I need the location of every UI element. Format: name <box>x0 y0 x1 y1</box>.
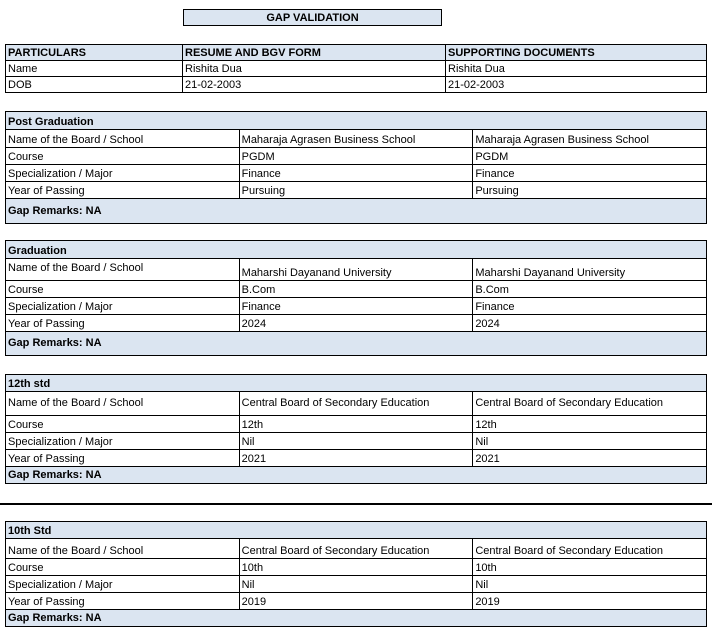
section-title: Graduation <box>6 241 707 259</box>
row-resume-value: 2021 <box>239 450 473 467</box>
table-row <box>6 559 707 576</box>
table-row <box>6 61 707 77</box>
row-label: DOB <box>6 77 183 93</box>
table-row <box>6 77 707 93</box>
row-resume-value: 10th <box>239 559 473 576</box>
row-resume-value: 2019 <box>239 593 473 610</box>
row-docs-value: 2024 <box>473 315 707 332</box>
row-resume-value: Finance <box>239 298 473 315</box>
table-row <box>6 416 707 433</box>
table-row <box>6 298 707 315</box>
row-docs-value: 2019 <box>473 593 707 610</box>
row-docs-value: 21-02-2003 <box>446 77 707 93</box>
row-docs-value: B.Com <box>473 281 707 298</box>
row-docs-value: 2021 <box>473 450 707 467</box>
row-docs-value: Nil <box>473 433 707 450</box>
row-label: Name of the Board / School <box>6 130 240 148</box>
row-label: Specialization / Major <box>6 165 240 182</box>
table-row <box>6 315 707 332</box>
row-label: Year of Passing <box>6 182 240 199</box>
row-resume-value: Nil <box>239 576 473 593</box>
row-label: Name of the Board / School <box>6 259 240 281</box>
table-row <box>6 593 707 610</box>
row-resume-value: Pursuing <box>239 182 473 199</box>
row-resume-value: Maharshi Dayanand University <box>239 259 473 281</box>
row-resume-value: B.Com <box>239 281 473 298</box>
section-title: Post Graduation <box>6 112 707 130</box>
row-docs-value: Pursuing <box>473 182 707 199</box>
gap-remarks: Gap Remarks: NA <box>6 610 707 627</box>
row-resume-value: Central Board of Secondary Education <box>239 392 473 416</box>
row-label: Specialization / Major <box>6 576 240 593</box>
particulars-table <box>5 44 707 93</box>
row-resume-value: 12th <box>239 416 473 433</box>
row-label: Name <box>6 61 183 77</box>
row-docs-value: Finance <box>473 165 707 182</box>
row-label: Course <box>6 559 240 576</box>
row-docs-value: Maharshi Dayanand University <box>473 259 707 281</box>
row-resume-value: Central Board of Secondary Education <box>239 539 473 559</box>
row-resume-value: Nil <box>239 433 473 450</box>
row-resume-value: Rishita Dua <box>183 61 446 77</box>
table-row <box>6 433 707 450</box>
row-label: Year of Passing <box>6 593 240 610</box>
page-title: GAP VALIDATION <box>183 9 442 26</box>
row-label: Year of Passing <box>6 315 240 332</box>
row-docs-value: 12th <box>473 416 707 433</box>
row-label: Specialization / Major <box>6 298 240 315</box>
row-resume-value: Maharaja Agrasen Business School <box>239 130 473 148</box>
table-row <box>6 148 707 165</box>
row-docs-value: PGDM <box>473 148 707 165</box>
section-graduation <box>5 240 707 356</box>
table-row <box>6 539 707 559</box>
section-10th-std <box>5 521 707 627</box>
table-row <box>6 130 707 148</box>
section-title: 10th Std <box>6 522 707 539</box>
divider-line <box>0 503 712 505</box>
row-label: Name of the Board / School <box>6 539 240 559</box>
row-label: Year of Passing <box>6 450 240 467</box>
table-row <box>6 576 707 593</box>
row-docs-value: Maharaja Agrasen Business School <box>473 130 707 148</box>
gap-remarks: Gap Remarks: NA <box>6 332 707 356</box>
table-row <box>6 392 707 416</box>
table-row <box>6 281 707 298</box>
row-label: Course <box>6 416 240 433</box>
table-row <box>6 182 707 199</box>
gap-remarks: Gap Remarks: NA <box>6 467 707 484</box>
row-resume-value: 21-02-2003 <box>183 77 446 93</box>
row-docs-value: Nil <box>473 576 707 593</box>
header-resume: RESUME AND BGV FORM <box>183 45 446 61</box>
header-particulars: PARTICULARS <box>6 45 183 61</box>
row-resume-value: PGDM <box>239 148 473 165</box>
header-docs: SUPPORTING DOCUMENTS <box>446 45 707 61</box>
table-row <box>6 450 707 467</box>
row-docs-value: Finance <box>473 298 707 315</box>
row-resume-value: 2024 <box>239 315 473 332</box>
row-docs-value: Rishita Dua <box>446 61 707 77</box>
row-label: Specialization / Major <box>6 433 240 450</box>
row-docs-value: Central Board of Secondary Education <box>473 539 707 559</box>
table-row <box>6 259 707 281</box>
section-post-graduation <box>5 111 707 224</box>
row-label: Course <box>6 281 240 298</box>
table-row <box>6 165 707 182</box>
row-resume-value: Finance <box>239 165 473 182</box>
section-title: 12th std <box>6 375 707 392</box>
row-docs-value: 10th <box>473 559 707 576</box>
row-label: Name of the Board / School <box>6 392 240 416</box>
row-label: Course <box>6 148 240 165</box>
section-12th-std <box>5 374 707 484</box>
row-docs-value: Central Board of Secondary Education <box>473 392 707 416</box>
gap-remarks: Gap Remarks: NA <box>6 199 707 224</box>
